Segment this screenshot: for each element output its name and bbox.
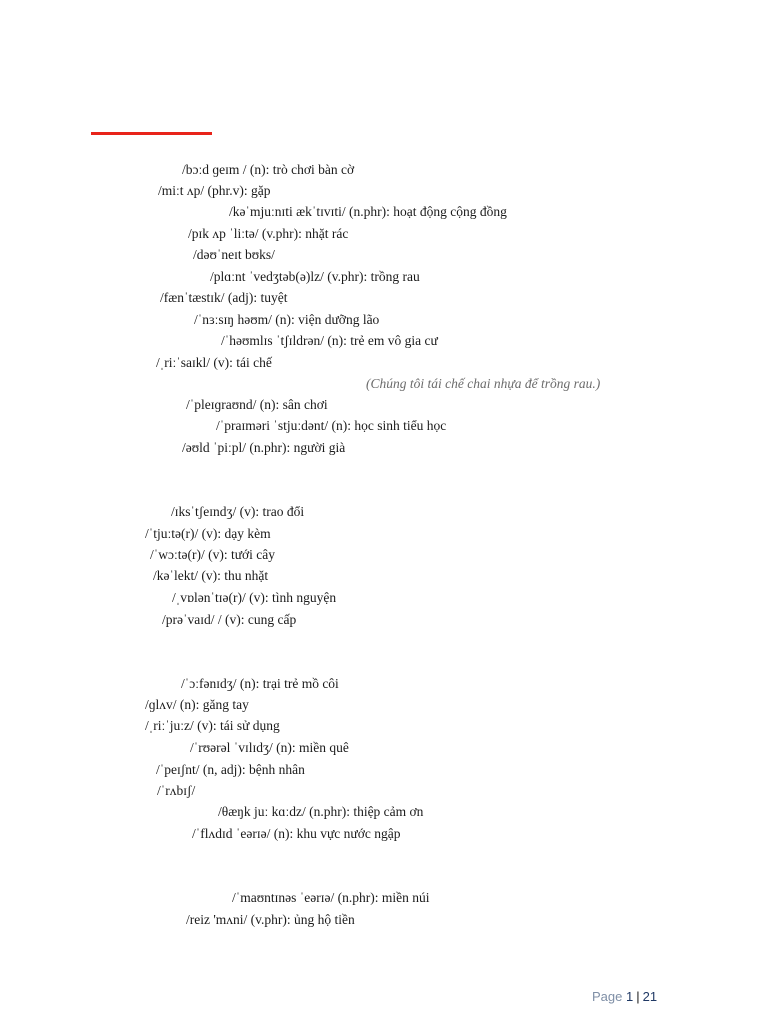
vocab-entry: /əʊld ˈpiːpl/ (n.phr): người già — [182, 440, 346, 455]
vocab-entry: /ˌriːˈsaɪkl/ (v): tái chế — [156, 355, 272, 370]
vocab-entry: /ˈɔːfənɪdʒ/ (n): trại trẻ mồ côi — [181, 676, 339, 691]
vocab-entry: /ˈflʌdɪd ˈeərɪə/ (n): khu vực nước ngập — [192, 826, 401, 841]
vocab-entry: /ˈrʊərəl ˈvɪlɪdʒ/ (n): miền quê — [190, 740, 349, 755]
vocab-entry: /ˈhəʊmlɪs ˈtʃɪldrən/ (n): trẻ em vô gia cư — [221, 333, 438, 348]
vocab-entry: /ˈpraɪməri ˈstjuːdənt/ (n): học sinh tiểu học — [216, 418, 447, 433]
page-footer — [592, 989, 657, 1004]
vocab-entry: /dəʊˈneɪt bʊks/ — [193, 247, 275, 262]
page-separator: | — [636, 989, 640, 1004]
vocab-entry: /miːt ʌp/ (phr.v): gặp — [158, 183, 271, 198]
page-label: Page — [592, 989, 623, 1004]
vocab-entry: /kəˈmjuːnɪti ækˈtɪvɪti/ (n.phr): hoạt động cộng đồng — [229, 204, 507, 219]
vocab-entry: /ˈtjuːtə(r)/ (v): dạy kèm — [145, 526, 271, 541]
vocab-entry: /prəˈvaɪd/ / (v): cung cấp — [162, 612, 297, 627]
vocab-entry: /reiz 'mʌni/ (v.phr): ủng hộ tiền — [186, 912, 355, 927]
vocab-entry: /ˌvɒlənˈtɪə(r)/ (v): tình nguyện — [172, 590, 337, 605]
vocab-entry: /pɪk ʌp ˈliːtə/ (v.phr): nhặt rác — [188, 226, 349, 241]
vocab-entry: /ˌriːˈjuːz/ (v): tái sử dụng — [145, 718, 280, 733]
vocab-entry: /ˈwɔːtə(r)/ (v): tưới cây — [150, 547, 276, 562]
example-sentence: (Chúng tôi tái chế chai nhựa để trồng rau.) — [366, 376, 601, 391]
vocab-entry: /ˈmaʊntɪnəs ˈeərɪə/ (n.phr): miền núi — [232, 890, 430, 905]
vocab-entry: /kəˈlekt/ (v): thu nhặt — [153, 568, 269, 583]
vocab-entry: /ˈpeɪʃnt/ (n, adj): bệnh nhân — [156, 762, 305, 777]
vocab-entry: /bɔːd ɡeɪm / (n): trò chơi bàn cờ — [182, 162, 355, 177]
vocab-entry: /fænˈtæstɪk/ (adj): tuyệt — [160, 290, 288, 305]
vocab-entry: /ɪksˈtʃeɪndʒ/ (v): trao đổi — [171, 504, 305, 519]
page-number: 1 — [626, 989, 634, 1004]
vocab-entry: /θæŋk juː kɑːdz/ (n.phr): thiệp cảm ơn — [218, 804, 424, 819]
total-pages: 21 — [642, 989, 658, 1004]
vocab-entry: /ˈnɜːsɪŋ həʊm/ (n): viện dưỡng lão — [194, 312, 380, 327]
red-header-rule — [91, 132, 212, 135]
vocab-entry: /plɑːnt ˈvedʒtəb(ə)lz/ (v.phr): trồng rau — [210, 269, 420, 284]
vocab-entry: /ˈrʌbɪʃ/ — [157, 783, 196, 798]
vocab-entry: /ɡlʌv/ (n): găng tay — [145, 697, 249, 712]
vocab-entry: /ˈpleɪɡraʊnd/ (n): sân chơi — [186, 397, 328, 412]
